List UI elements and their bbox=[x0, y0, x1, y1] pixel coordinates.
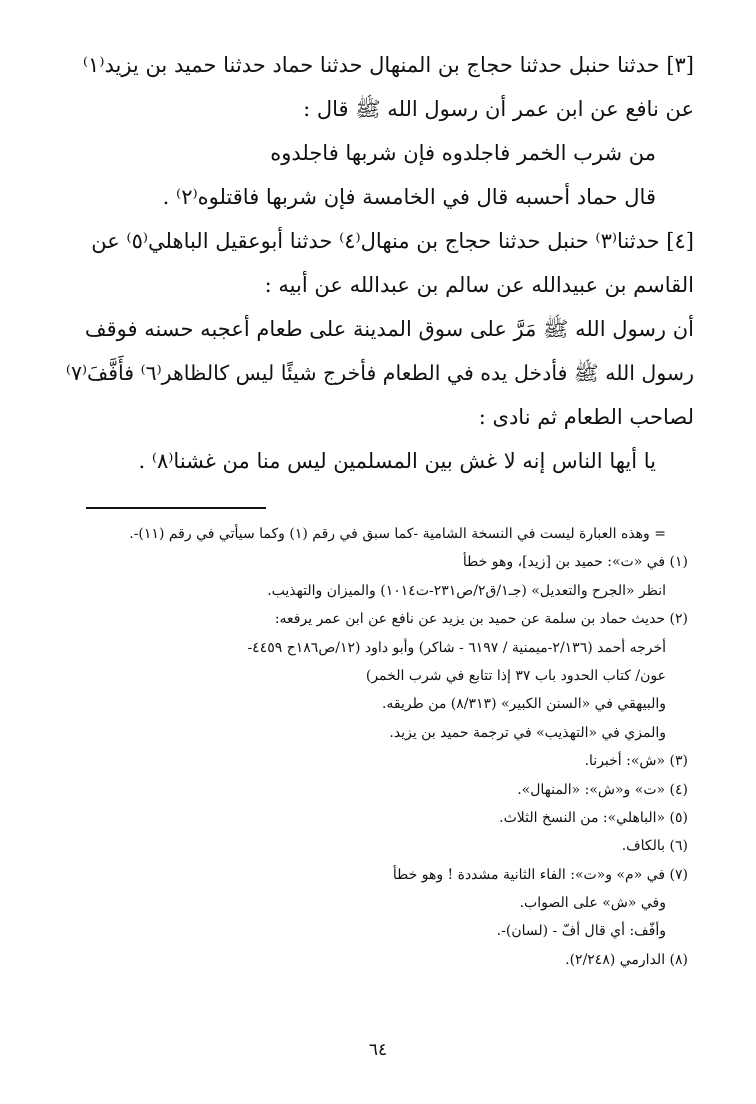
footnote-divider bbox=[86, 507, 266, 509]
text-line: [٣] حدثنا حنبل حدثنا حجاج بن المنهال حدثنا حماد حدثنا حميد بن يزيد⁽١⁾ bbox=[82, 53, 694, 77]
text-line: عن نافع عن ابن عمر أن رسول الله ﷺ قال : bbox=[303, 97, 694, 121]
footnote-line: انظر «الجرح والتعديل» (جـ١/ق٢/ص٢٣١-ت١٠١٤) والميزان والتهذيب. bbox=[267, 582, 666, 599]
footnote-line: والمزي في «التهذيب» في ترجمة حميد بن يزيد. bbox=[389, 724, 666, 741]
footnote-line: (٢) حديث حماد بن سلمة عن حميد بن يزيد عن نافع عن ابن عمر يرفعه: bbox=[274, 611, 688, 628]
footnote-line: (٣) «ش»: أخبرنا. bbox=[584, 753, 688, 770]
footnote-line: (٥) «الباهلي»: من النسخ الثلاث. bbox=[499, 809, 688, 826]
hadith-text-line: قال حماد أحسبه قال في الخامسة فإن شربها فاقتلوه⁽٢⁾ . bbox=[162, 185, 656, 209]
footnote-line: (٤) «ت» و«ش»: «المنهال». bbox=[517, 781, 688, 798]
footnote-line: والبيهقي في «السنن الكبير» (٨/٣١٣) من طريقه. bbox=[381, 696, 666, 713]
footnote-line: عون/ كتاب الحدود باب ٣٧ إذا تتابع في شرب الخمر) bbox=[365, 667, 666, 684]
footnote-line: أخرجه أحمد (٢/١٣٦-ميمنية / ٦١٩٧ - شاكر) وأبو داود (١٢/ص١٨٦ح ٤٤٥٩- bbox=[247, 639, 666, 656]
hadith-text-line: من شرب الخمر فاجلدوه فإن شربها فاجلدوه bbox=[270, 141, 656, 165]
hadith-text-line: أن رسول الله ﷺ مَرَّ على سوق المدينة على طعام أعجبه حسنه فوقف bbox=[84, 317, 694, 341]
footnote-line: وأفّف: أي قال أفّ - (لسان)-. bbox=[496, 923, 666, 940]
page-number: ٦٤ bbox=[368, 1040, 388, 1060]
footnotes bbox=[60, 522, 688, 976]
footnote-line: (٨) الدارمي (٢/٢٤٨). bbox=[565, 951, 688, 968]
footnote-line: (٧) في «م» و«ت»: الفاء الثانية مشددة ! وهو خطأ bbox=[392, 866, 688, 883]
main-text bbox=[60, 48, 694, 488]
footnote-line: (١) في «ت»: حميد بن [زيد]، وهو خطأ bbox=[462, 554, 688, 571]
hadith-text-line: يا أيها الناس إنه لا غش بين المسلمين ليس منا من غشنا⁽٨⁾ . bbox=[138, 449, 656, 473]
footnote-line: وفي «ش» على الصواب. bbox=[519, 895, 666, 912]
footnote-line: = وهذه العبارة ليست في النسخة الشامية -كما سبق في رقم (١) وكما سيأتي في رقم (١١)-. bbox=[129, 526, 666, 542]
text-line: [٤] حدثنا⁽٣⁾ حنبل حدثنا حجاج بن منهال⁽٤⁾ حدثنا أبوعقيل الباهلي⁽٥⁾ عن bbox=[91, 229, 694, 253]
hadith-text-line: رسول الله ﷺ فأدخل يده في الطعام فأخرج شيئًا ليس كالظاهر⁽٦⁾ فأَفَّفَ⁽٧⁾ bbox=[65, 361, 694, 385]
text-line: القاسم بن عبيدالله عن سالم بن عبدالله عن أبيه : bbox=[264, 273, 694, 297]
hadith-text-line: لصاحب الطعام ثم نادى : bbox=[478, 405, 694, 429]
footnote-line: (٦) بالكاف. bbox=[621, 838, 688, 855]
